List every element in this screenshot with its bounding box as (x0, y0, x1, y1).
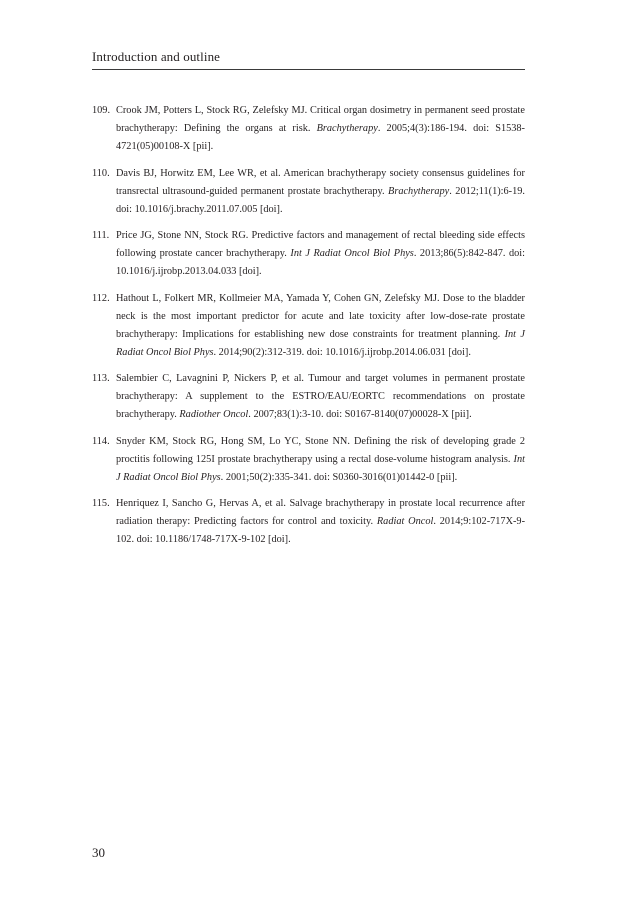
reference-journal: Radiother Oncol (179, 409, 249, 420)
reference-item (92, 227, 525, 281)
reference-text (116, 105, 525, 152)
reference-number: 115. (92, 498, 110, 509)
reference-journal: Brachytherapy (388, 185, 450, 197)
reference-citation: . 2014;90(2):312-319. doi: 10.1016/j.ijrobp.2014.06.031 [doi]. (213, 346, 471, 358)
reference-number: 110. (92, 167, 110, 179)
reference-text (116, 230, 525, 277)
reference-item (92, 370, 525, 424)
reference-journal: Int J Radiat Oncol Biol Phys (116, 453, 525, 483)
reference-citation: . 2014;9:102-717X-9-102. doi: 10.1186/1748-717X-9-102 [doi]. (116, 516, 526, 545)
reference-authors-title: Henriquez I, Sancho G, Hervas A, et al. Salvage brachytherapy in prostate local recurrence after radiation therapy: Predicting factors for control and toxicity. (116, 498, 525, 527)
reference-item (92, 495, 525, 549)
reference-number: 109. (92, 105, 111, 116)
reference-text (116, 168, 525, 215)
reference-authors-title: Hathout L, Folkert MR, Kollmeier MA, Yamada Y, Cohen GN, Zelefsky MJ. Dose to the bladder neck is the most important predictor for acute and late toxicity after low-dose-rate prostate brachytherapy: Implications for establishing new dose constraints for treatment planning. (116, 292, 525, 340)
reference-text (116, 498, 525, 545)
reference-item (92, 102, 525, 156)
page-number: 30 (92, 845, 105, 860)
reference-citation: . 2013;86(5):842-847. doi: 10.1016/j.ijrobp.2013.04.033 [doi]. (116, 248, 525, 277)
reference-text (116, 293, 525, 358)
reference-journal: Int J Radiat Oncol Biol Phys (290, 248, 414, 259)
reference-authors-title: Crook JM, Potters L, Stock RG, Zelefsky MJ. Critical organ dosimetry in permanent seed prostate brachytherapy: Defining the organs at risk. (116, 105, 525, 134)
reference-text (116, 373, 525, 420)
reference-citation: . 2005;4(3):186-194. doi: S1538-4721(05)00108-X [pii]. (116, 123, 525, 152)
reference-journal: Brachytherapy (316, 123, 378, 134)
reference-authors-title: Davis BJ, Horwitz EM, Lee WR, et al. American brachytherapy society consensus guidelines for transrectal ultrasound-guided permanent prostate brachytherapy. (116, 167, 525, 197)
reference-number: 112. (92, 292, 110, 304)
reference-authors-title: Snyder KM, Stock RG, Hong SM, Lo YC, Stone NN. Defining the risk of developing grade 2 proctitis following 125I prostate brachytherapy using a rectal dose-volume histogram analysis. (116, 435, 525, 465)
reference-text (116, 436, 525, 483)
reference-number: 114. (92, 435, 110, 447)
reference-item (92, 433, 525, 487)
reference-journal: Int J Radiat Oncol Biol Phys (116, 328, 525, 358)
reference-citation: . 2012;11(1):6-19. doi: 10.1016/j.brachy.2011.07.005 [doi]. (116, 185, 525, 215)
reference-authors-title: Price JG, Stone NN, Stock RG. Predictive factors and management of rectal bleeding side effects following prostate cancer brachytherapy. (116, 230, 525, 259)
reference-item (92, 165, 525, 219)
reference-number: 111. (92, 230, 110, 241)
reference-number: 113. (92, 373, 110, 384)
reference-journal: Radiat Oncol (376, 516, 434, 527)
reference-authors-title: Salembier C, Lavagnini P, Nickers P, et al. Tumour and target volumes in permanent prostate brachytherapy: A supplement to the ESTRO/EAU/EORTC recommendations on prostate brachytherapy. (116, 373, 525, 420)
reference-item (92, 290, 525, 362)
header-title: Introduction and outline (92, 49, 221, 64)
reference-list (92, 102, 525, 558)
running-header (92, 48, 525, 70)
reference-citation: . 2007;83(1):3-10. doi: S0167-8140(07)00028-X [pii]. (248, 409, 472, 420)
reference-citation: . 2001;50(2):335-341. doi: S0360-3016(01)01442-0 [pii]. (220, 471, 458, 483)
